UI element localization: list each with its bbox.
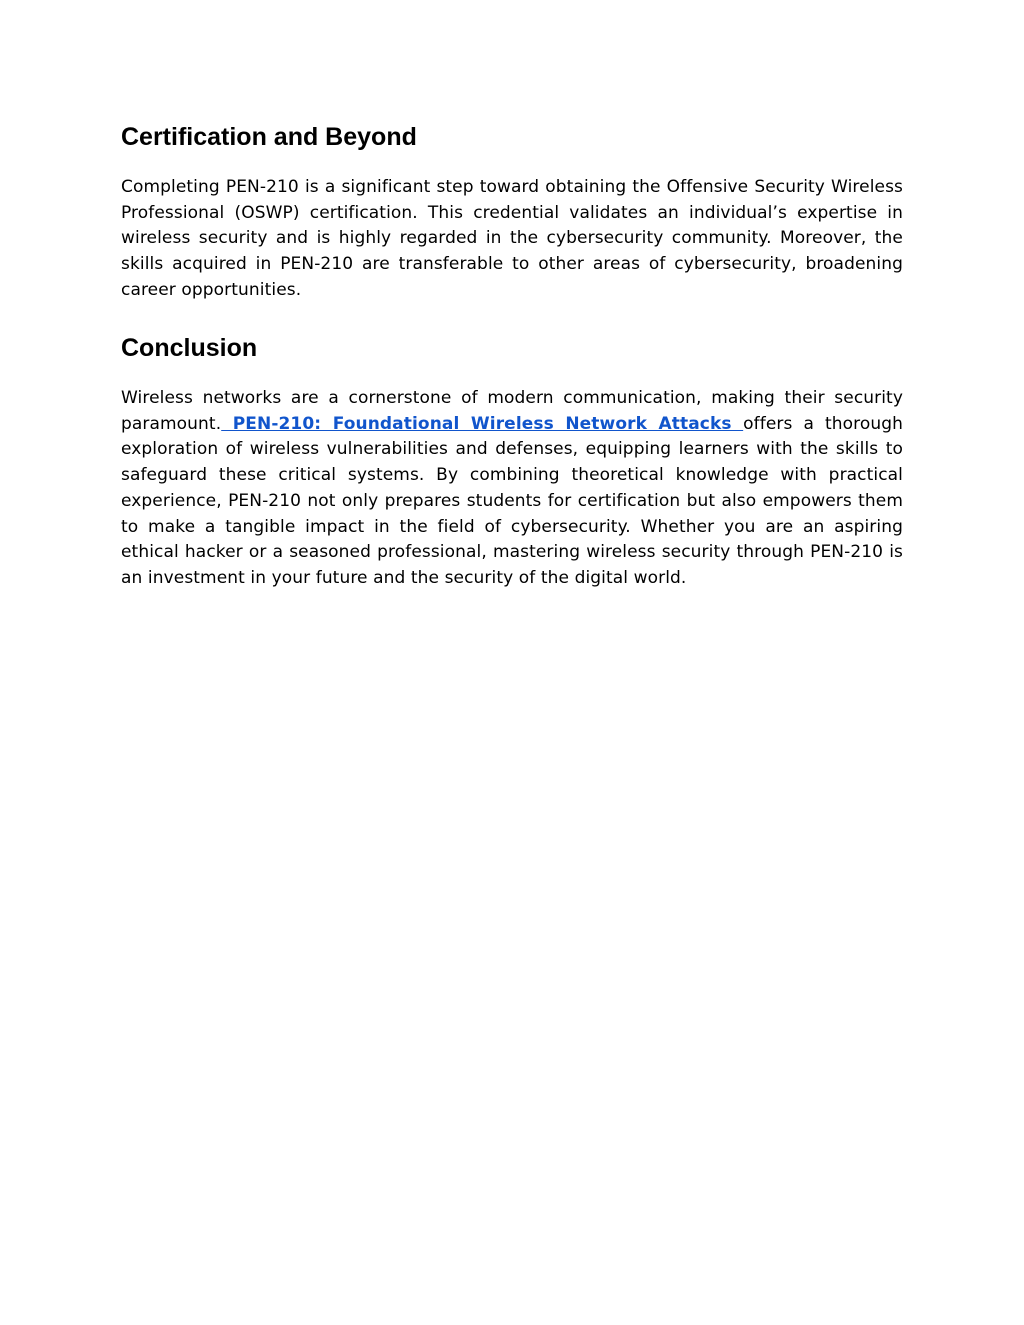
pen210-course-link[interactable]: PEN-210: Foundational Wireless Network Attacks bbox=[221, 413, 744, 434]
section-heading-conclusion: Conclusion bbox=[121, 334, 258, 362]
section-heading-certification: Certification and Beyond bbox=[121, 123, 417, 151]
section-paragraph-certification: Completing PEN-210 is a significant step toward obtaining the Offensive Security Wireless Professional (OSWP) certification. This credential validates an individual’s expertise in wireless security and is highly regarded in the cybersecurity community. Moreover, the skills acquired in PEN-210 are transferable to other areas of cybersecurity, broadening career opportunities. bbox=[121, 177, 903, 300]
section-paragraph-conclusion bbox=[121, 386, 903, 592]
conclusion-text-before-link: Wireless networks are a cornerstone of modern communication, making their security paramount. bbox=[121, 388, 903, 434]
conclusion-text-after-link: offers a thorough exploration of wireless vulnerabilities and defenses, equipping learners with the skills to safeguard these critical systems. By combining theoretical knowledge with practical experience, PEN-210 not only prepares students for certification but also empowers them to make a tangible impact in the field of cybersecurity. Whether you are an aspiring ethical hacker or a seasoned professional, mastering wireless security through PEN-210 is an investment in your future and the security of the digital world. bbox=[121, 413, 903, 588]
